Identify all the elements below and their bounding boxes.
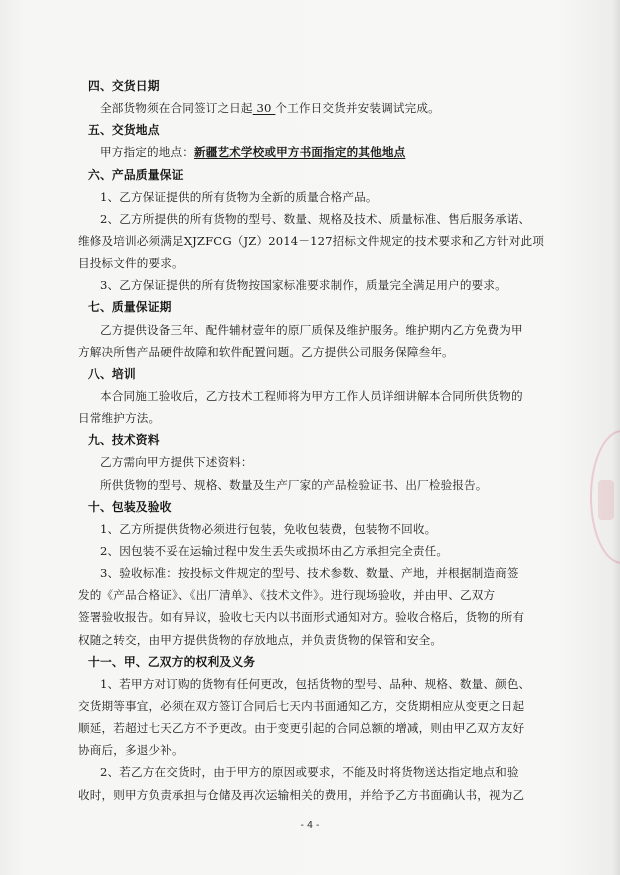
paragraph-line bbox=[78, 341, 556, 363]
section-heading: 五、交货地点 bbox=[88, 123, 160, 138]
paragraph-line bbox=[78, 97, 556, 119]
paragraph-line bbox=[78, 739, 556, 761]
document-body bbox=[78, 75, 556, 806]
text-segment: 1、若甲方对订购的货物有任何更改，包括货物的型号、品种、规格、数量、颜色、 bbox=[100, 676, 531, 691]
paragraph-line bbox=[78, 252, 556, 274]
text-segment: 3、验收标准：按投标文件规定的型号、技术参数、数量、产地，并根据制造商签 bbox=[100, 566, 519, 581]
paragraph-line bbox=[78, 717, 556, 739]
paragraph-line bbox=[78, 784, 556, 806]
text-segment: 协商后，多退少补。 bbox=[78, 743, 184, 758]
paragraph-line bbox=[78, 606, 556, 628]
section-heading: 六、产品质量保证 bbox=[88, 167, 184, 182]
section-heading: 十一、甲、乙双方的权利及义务 bbox=[88, 654, 256, 669]
section-heading: 九、技术资料 bbox=[88, 433, 160, 448]
text-segment: 乙方需向甲方提供下述资料： bbox=[100, 455, 253, 470]
scan-edge-shadow bbox=[612, 0, 620, 875]
text-segment: 3、乙方保证提供的所有货物按国家标准要求制作，质量完全满足用户的要求。 bbox=[100, 278, 507, 293]
text-segment: 本合同施工验收后，乙方技术工程师将为甲方工作人员详细讲解本合同所供货物的 bbox=[100, 388, 523, 403]
paragraph-line bbox=[78, 141, 556, 163]
paragraph-line bbox=[78, 629, 556, 651]
paragraph-line bbox=[78, 407, 556, 429]
paragraph-line bbox=[78, 474, 556, 496]
text-segment: 个工作日交货并安装调试完成。 bbox=[275, 101, 440, 116]
paragraph-line bbox=[78, 673, 556, 695]
paragraph-line bbox=[78, 319, 556, 341]
text-segment: 交货期等事宜，必须在双方签订合同后七天内书面通知乙方，交货期相应从变更之日起 bbox=[78, 698, 525, 713]
paragraph-line bbox=[78, 761, 556, 783]
text-segment: 签署验收报告。如有异议，验收七天内以书面形式通知对方。验收合格后，货物的所有 bbox=[78, 610, 525, 625]
section-heading: 十、包装及验收 bbox=[88, 499, 172, 514]
text-segment: 顺延，若超过七天乙方不予更改。由于变更引起的合同总额的增减，则由甲乙双方友好 bbox=[78, 721, 525, 736]
paragraph-line bbox=[78, 562, 556, 584]
paragraph-line bbox=[78, 451, 556, 473]
paragraph-line bbox=[78, 274, 556, 296]
underlined-text: 30 bbox=[252, 101, 276, 116]
text-segment: 权随之转交，由甲方提供货物的存放地点，并负责货物的保管和安全。 bbox=[78, 632, 443, 647]
paragraph-line bbox=[78, 518, 556, 540]
text-segment: 甲方指定的地点： bbox=[100, 145, 194, 160]
section-heading: 四、交货日期 bbox=[88, 79, 160, 93]
paragraph-line bbox=[78, 540, 556, 562]
text-segment: 发的《产品合格证》、《出厂清单》、《技术文件》。进行现场验收，并由甲、乙双方 bbox=[78, 588, 496, 603]
page-number: - 4 - bbox=[300, 820, 320, 831]
section-heading: 八、培训 bbox=[88, 366, 136, 381]
text-segment: 维修及培训必须满足XJZFCG（JZ）2014－127招标文件规定的技术要求和乙方针对此项 bbox=[78, 233, 545, 248]
paragraph-line bbox=[78, 186, 556, 208]
text-segment: 乙方提供设备三年、配件辅材壹年的原厂质保及维护服务。维护期内乙方免费为甲 bbox=[100, 322, 523, 337]
text-segment: 1、乙方保证提供的所有货物为全新的质量合格产品。 bbox=[100, 189, 378, 204]
text-segment: 2、若乙方在交货时，由于甲方的原因或要求，不能及时将货物送达指定地点和验 bbox=[100, 765, 519, 780]
section-heading: 七、质量保证期 bbox=[88, 300, 172, 315]
underlined-text: 新疆艺术学校或甲方书面指定的其他地点 bbox=[193, 145, 406, 160]
paragraph-line bbox=[78, 208, 556, 230]
text-segment: 2、乙方所提供的所有货物的型号、数量、规格及技术、质量标准、售后服务承诺、 bbox=[100, 211, 531, 226]
text-segment: 所供货物的型号、规格、数量及生产厂家的产品检验证书、出厂检验报告。 bbox=[100, 477, 488, 492]
text-segment: 方解决所售产品硬件故障和软件配置问题。乙方提供公司服务保障叁年。 bbox=[78, 344, 454, 359]
paragraph-line bbox=[78, 584, 556, 606]
text-segment: 目投标文件的要求。 bbox=[78, 256, 184, 271]
paragraph-line bbox=[78, 385, 556, 407]
text-segment: 收时，则甲方负责承担与仓储及再次运输相关的费用，并给予乙方书面确认书，视为乙 bbox=[78, 787, 525, 802]
text-segment: 日常维护方法。 bbox=[78, 411, 161, 426]
paragraph-line bbox=[78, 695, 556, 717]
text-segment: 全部货物须在合同签订之日起 bbox=[100, 101, 253, 116]
text-segment: 1、乙方所提供货物必须进行包装，免收包装费，包装物不回收。 bbox=[100, 521, 437, 536]
text-segment: 2、因包装不妥在运输过程中发生丢失或损坏由乙方承担完全责任。 bbox=[100, 543, 449, 558]
paragraph-line bbox=[78, 230, 556, 252]
